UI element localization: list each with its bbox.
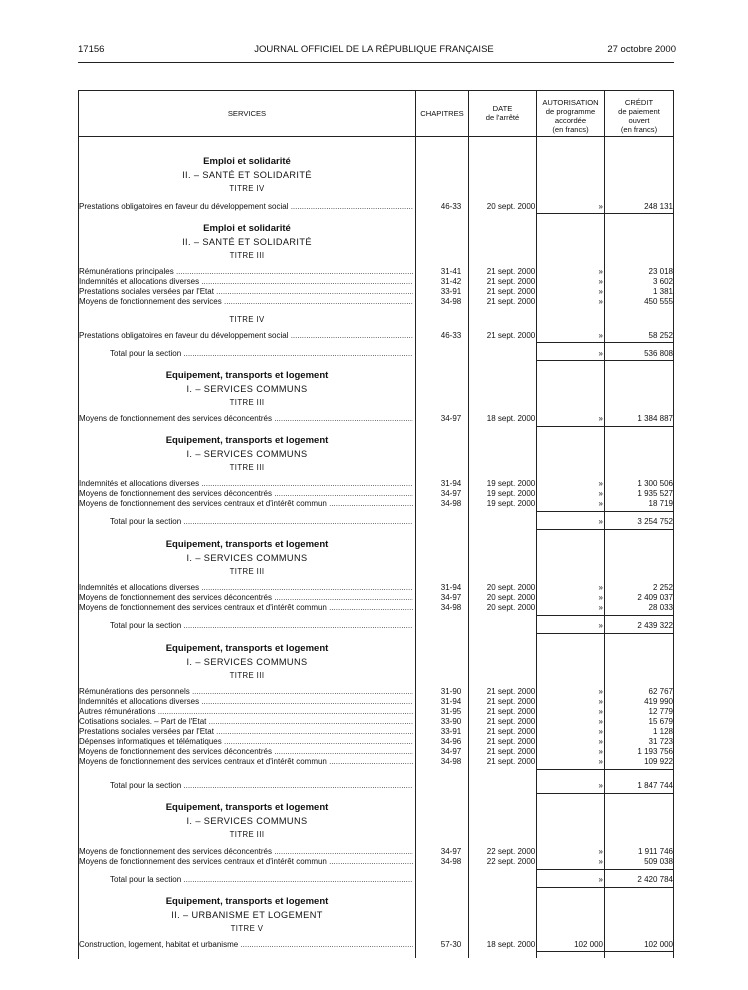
total-rule	[537, 951, 673, 952]
division-heading: I. – SERVICES COMMUNS	[186, 553, 308, 563]
total-rule	[537, 615, 673, 616]
total-rule	[537, 769, 673, 770]
division-heading: II. – SANTÉ ET SOLIDARITÉ	[182, 237, 312, 247]
page-number: 17156	[78, 44, 105, 55]
titre-heading: TITRE III	[229, 398, 265, 407]
titre-heading: TITRE V	[230, 924, 264, 933]
column-divider	[604, 90, 605, 958]
division-heading: II. – URBANISME ET LOGEMENT	[171, 910, 323, 920]
titre-heading: TITRE III	[229, 671, 265, 680]
col-header-date: DATE de l'arrêté	[485, 104, 520, 122]
total-rule	[537, 360, 673, 361]
ministry-heading: Equipement, transports et logement	[165, 370, 329, 381]
titre-heading: TITRE IV	[229, 184, 265, 193]
total-rule	[537, 342, 673, 343]
total-rule	[537, 426, 673, 427]
col-header-services: SERVICES	[227, 109, 267, 118]
journal-title: JOURNAL OFFICIEL DE LA RÉPUBLIQUE FRANÇAISE	[254, 44, 494, 55]
ministry-heading: Equipement, transports et logement	[165, 802, 329, 813]
column-divider	[415, 90, 416, 958]
titre-heading: TITRE III	[229, 567, 265, 576]
titre-heading: TITRE III	[229, 463, 265, 472]
division-heading: I. – SERVICES COMMUNS	[186, 449, 308, 459]
issue-date: 27 octobre 2000	[607, 44, 676, 55]
division-heading: II. – SANTÉ ET SOLIDARITÉ	[182, 170, 312, 180]
ministry-heading: Equipement, transports et logement	[165, 435, 329, 446]
header-rule	[78, 62, 674, 63]
total-rule	[537, 633, 673, 634]
division-heading: I. – SERVICES COMMUNS	[186, 384, 308, 394]
total-rule	[537, 793, 673, 794]
column-divider	[536, 90, 537, 958]
header-row-rule	[78, 136, 673, 137]
col-header-credit: CRÉDIT de paiement ouvert (en francs)	[618, 98, 660, 134]
total-rule	[537, 869, 673, 870]
col-header-chapitres: CHAPITRES	[420, 109, 464, 118]
titre-heading: TITRE IV	[229, 315, 265, 324]
titre-heading: TITRE III	[229, 251, 265, 260]
total-rule	[537, 887, 673, 888]
ministry-heading: Equipement, transports et logement	[165, 896, 329, 907]
total-rule	[537, 213, 673, 214]
column-divider	[673, 90, 674, 958]
total-rule	[537, 529, 673, 530]
ministry-heading: Emploi et solidarité	[203, 156, 291, 167]
titre-heading: TITRE III	[229, 830, 265, 839]
division-heading: I. – SERVICES COMMUNS	[186, 816, 308, 826]
division-heading: I. – SERVICES COMMUNS	[186, 657, 308, 667]
ministry-heading: Equipement, transports et logement	[165, 539, 329, 550]
ministry-heading: Emploi et solidarité	[203, 223, 291, 234]
column-divider	[468, 90, 469, 958]
col-header-autorisation: AUTORISATION de programme accordée (en francs)	[542, 98, 599, 134]
total-rule	[537, 511, 673, 512]
ministry-heading: Equipement, transports et logement	[165, 643, 329, 654]
